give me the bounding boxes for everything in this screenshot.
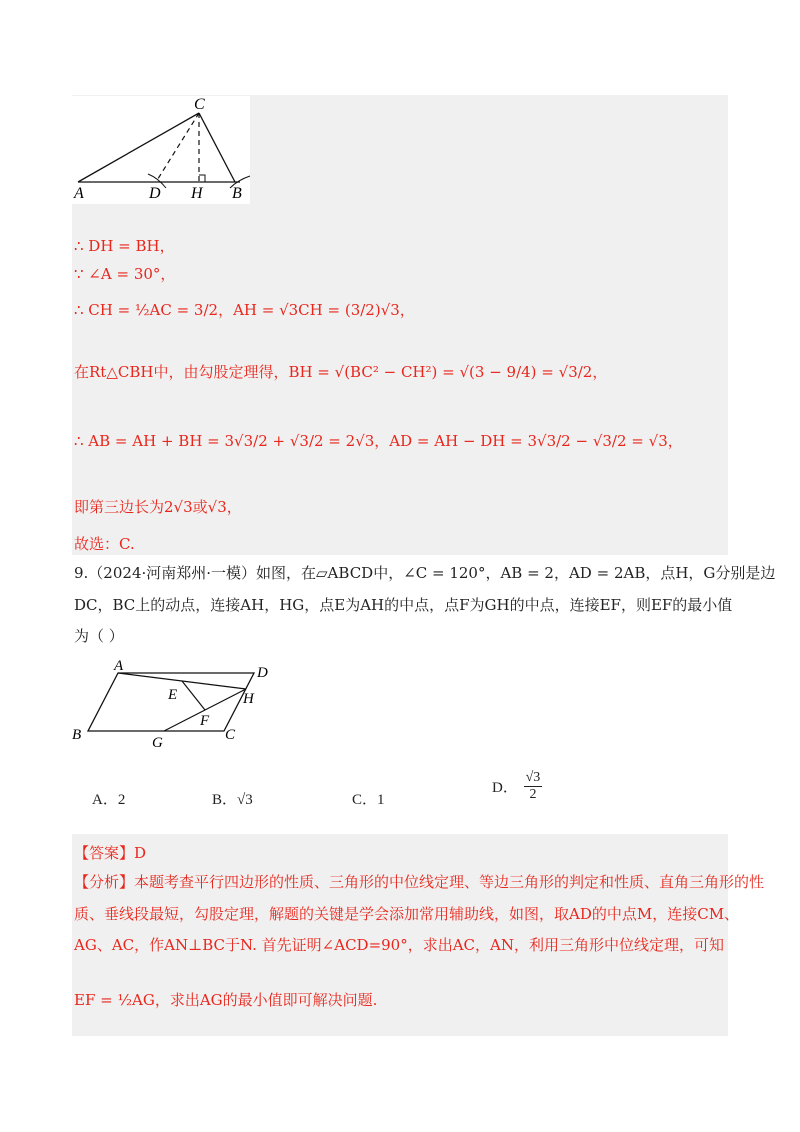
option-b[interactable]: B．√3 bbox=[212, 792, 253, 808]
question-9-line-2: DC，BC上的动点，连接AH，HG，点E为AH的中点，点F为GH的中点，连接EF，则EF的最小值 bbox=[74, 596, 733, 614]
fig1-label-b: B bbox=[232, 185, 242, 202]
analysis-line-2: 质、垂线段最短，勾股定理，解题的关键是学会添加常用辅助线，如图，取AD的中点M，连接CM、 bbox=[74, 905, 740, 923]
solution-line-1: ∴ DH = BH， bbox=[74, 237, 175, 255]
answer-label: 【答案】D bbox=[74, 844, 147, 862]
question-9-line-1: 9.（2024·河南郑州·一模）如图，在▱ABCD中，∠C = 120°，AB = 2，AD = 2AB，点H，G分别是边 bbox=[74, 564, 776, 582]
fig2-label-f: F bbox=[200, 713, 210, 729]
solution-line-6: 即第三边长为2√3或√3， bbox=[74, 498, 242, 516]
fig1-label-a: A bbox=[74, 185, 84, 202]
option-d-fraction bbox=[524, 770, 543, 803]
fig1-label-c: C bbox=[194, 96, 205, 113]
fig2-label-d: D bbox=[257, 665, 268, 681]
parallelogram-figure bbox=[70, 655, 285, 755]
question-9-line-3: 为（ ） bbox=[74, 627, 124, 645]
fig2-label-b: B bbox=[72, 727, 82, 743]
fig2-label-g: G bbox=[152, 735, 163, 751]
analysis-line-4: EF = ½AG，求出AG的最小值即可解决问题. bbox=[74, 991, 378, 1009]
fig2-label-e: E bbox=[168, 687, 178, 703]
fig2-label-a: A bbox=[114, 658, 124, 674]
solution-line-5: ∴ AB = AH + BH = 3√3/2 + √3/2 = 2√3，AD = AH − DH = 3√3/2 − √3/2 = √3， bbox=[74, 432, 683, 450]
solution-line-2: ∵ ∠A = 30°， bbox=[74, 265, 176, 283]
analysis-line-1: 【分析】本题考查平行四边形的性质、三角形的中位线定理、等边三角形的判定和性质、直角三角形的性 bbox=[74, 873, 765, 891]
option-d[interactable] bbox=[492, 770, 544, 803]
fig1-label-h: H bbox=[191, 185, 203, 202]
option-d-prefix: D． bbox=[492, 780, 518, 796]
option-d-denominator: 2 bbox=[529, 787, 537, 802]
solution-line-4: 在Rt△CBH中，由勾股定理得，BH = √(BC² − CH²) = √(3 − 9/4) = √3/2， bbox=[74, 363, 608, 381]
solution-line-3: ∴ CH = ½AC = 3/2，AH = √3CH = (3/2)√3， bbox=[74, 301, 415, 319]
option-c[interactable]: C．1 bbox=[352, 792, 385, 808]
solution-line-7: 故选：C. bbox=[74, 535, 135, 553]
fig2-label-c: C bbox=[225, 727, 236, 743]
option-a[interactable]: A．2 bbox=[92, 792, 126, 808]
fig1-label-d: D bbox=[149, 185, 161, 202]
option-d-numerator: √3 bbox=[525, 770, 541, 785]
fig2-label-h: H bbox=[243, 691, 254, 707]
analysis-line-3: AG、AC，作AN⊥BC于N. 首先证明∠ACD=90°，求出AC，AN，利用三角形中位线定理，可知 bbox=[74, 936, 724, 954]
triangle-figure bbox=[72, 96, 252, 206]
